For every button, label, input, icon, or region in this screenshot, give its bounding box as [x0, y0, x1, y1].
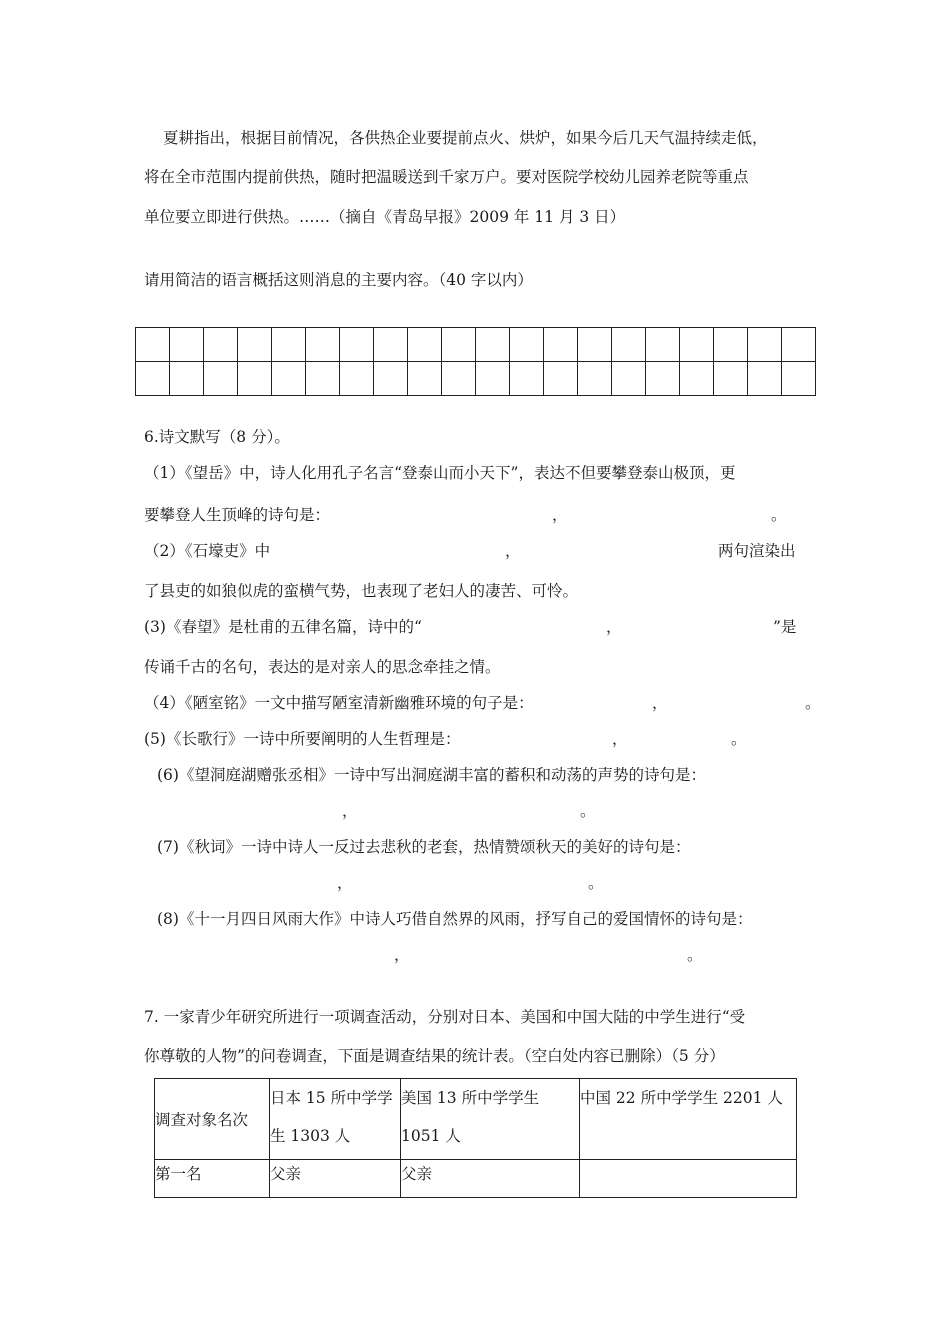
grid-cell[interactable]: [680, 362, 714, 396]
grid-cell[interactable]: [374, 328, 408, 362]
table-cell: 第一名: [155, 1160, 270, 1198]
table-header-cell: 美国 13 所中学学生 1051 人: [401, 1079, 580, 1160]
grid-cell[interactable]: [442, 328, 476, 362]
q6-item7-line: (7)《秋词》一诗中诗人一反过去悲秋的老套，热情赞颂秋天的美好的诗句是：: [157, 838, 691, 856]
grid-cell[interactable]: [612, 362, 646, 396]
q7-line-2: 你尊敬的人物”的问卷调查，下面是调查结果的统计表。（空白处内容已删除）（5 分）: [144, 1047, 725, 1065]
grid-cell[interactable]: [782, 328, 816, 362]
q6-item5-period: 。: [731, 730, 747, 748]
grid-cell[interactable]: [306, 362, 340, 396]
grid-cell[interactable]: [238, 362, 272, 396]
q6-item5-line: (5)《长歌行》一诗中所要阐明的人生哲理是：: [144, 730, 461, 748]
grid-cell[interactable]: [748, 362, 782, 396]
grid-cell[interactable]: [578, 362, 612, 396]
grid-cell[interactable]: [340, 328, 374, 362]
q6-item4-line: （4）《陋室铭》一文中描写陋室清新幽雅环境的句子是：: [144, 694, 534, 712]
grid-cell[interactable]: [680, 328, 714, 362]
table-cell-blank[interactable]: [580, 1160, 797, 1198]
q6-item1-period: 。: [771, 506, 787, 524]
q6-item6-period: 。: [580, 802, 596, 820]
grid-cell[interactable]: [510, 328, 544, 362]
table-header-cell: 日本 15 所中学学生 1303 人: [270, 1079, 401, 1160]
grid-cell[interactable]: [238, 328, 272, 362]
q6-item2-tail: 两句渲染出: [718, 542, 796, 560]
grid-cell[interactable]: [374, 362, 408, 396]
q6-item2-line1: （2）《石壕吏》中: [144, 542, 271, 560]
grid-cell[interactable]: [272, 328, 306, 362]
table-header-cell: 调查对象名次: [155, 1079, 270, 1160]
grid-cell[interactable]: [170, 328, 204, 362]
table-header-row: [155, 1079, 797, 1160]
grid-cell[interactable]: [204, 328, 238, 362]
q6-item3-tail: ”是: [773, 618, 797, 636]
table-row: [155, 1160, 797, 1198]
q6-item6-comma: ，: [342, 802, 358, 820]
q6-item1-line2: 要攀登人生顶峰的诗句是：: [144, 506, 331, 524]
grid-cell[interactable]: [136, 328, 170, 362]
grid-cell[interactable]: [408, 328, 442, 362]
table-cell: 父亲: [401, 1160, 580, 1198]
q6-item7-comma: ，: [337, 874, 353, 892]
grid-cell[interactable]: [476, 362, 510, 396]
q6-item4-period: 。: [805, 694, 821, 712]
grid-cell[interactable]: [204, 362, 238, 396]
grid-cell[interactable]: [714, 362, 748, 396]
grid-cell[interactable]: [646, 328, 680, 362]
q6-item3-line2: 传诵千古的名句，表达的是对亲人的思念牵挂之情。: [144, 658, 501, 676]
q6-item3-comma: ，: [606, 618, 622, 636]
grid-cell[interactable]: [578, 328, 612, 362]
q6-item4-comma: ，: [652, 694, 668, 712]
news-line-3: 单位要立即进行供热。……（摘自《青岛早报》2009 年 11 月 3 日）: [144, 208, 626, 226]
q5-prompt: 请用简洁的语言概括这则消息的主要内容。（40 字以内）: [144, 271, 533, 289]
grid-cell[interactable]: [340, 362, 374, 396]
q6-item1-line1: （1）《望岳》中，诗人化用孔子名言“登泰山而小天下”，表达不但要攀登泰山极顶，更: [144, 464, 736, 482]
table-cell: 父亲: [270, 1160, 401, 1198]
grid-cell[interactable]: [748, 328, 782, 362]
q6-item2-comma: ，: [505, 542, 521, 560]
grid-cell[interactable]: [170, 362, 204, 396]
q6-item8-comma: ，: [394, 946, 410, 964]
table-header-cell: 中国 22 所中学学生 2201 人: [580, 1079, 797, 1160]
grid-cell[interactable]: [544, 328, 578, 362]
q6-item1-comma: ，: [552, 506, 568, 524]
grid-cell[interactable]: [646, 362, 680, 396]
grid-cell[interactable]: [136, 362, 170, 396]
grid-cell[interactable]: [612, 328, 646, 362]
grid-cell[interactable]: [544, 362, 578, 396]
q6-item6-line: (6)《望洞庭湖赠张丞相》一诗中写出洞庭湖丰富的蓄积和动荡的声势的诗句是：: [157, 766, 706, 784]
grid-cell[interactable]: [408, 362, 442, 396]
q6-title: 6.诗文默写（8 分）。: [144, 428, 290, 446]
q6-item2-line2: 了县吏的如狼似虎的蛮横气势，也表现了老妇人的凄苦、可怜。: [144, 582, 579, 600]
grid-cell[interactable]: [510, 362, 544, 396]
q6-item8-line: (8)《十一月四日风雨大作》中诗人巧借自然界的风雨，抒写自己的爱国情怀的诗句是：: [157, 910, 753, 928]
news-line-1: 夏耕指出，根据目前情况，各供热企业要提前点火、烘炉，如果今后几天气温持续走低，: [163, 129, 768, 147]
q6-item8-period: 。: [687, 946, 703, 964]
q6-item5-comma: ，: [612, 730, 628, 748]
grid-cell[interactable]: [476, 328, 510, 362]
q7-line-1: 7. 一家青少年研究所进行一项调查活动，分别对日本、美国和中国大陆的中学生进行“受: [144, 1008, 746, 1026]
q6-item3-line1: (3)《春望》是杜甫的五律名篇，诗中的“: [144, 618, 422, 636]
grid-cell[interactable]: [782, 362, 816, 396]
survey-table: [154, 1078, 797, 1198]
answer-grid[interactable]: [135, 327, 816, 396]
news-line-2: 将在全市范围内提前供热，随时把温暖送到千家万户。要对医院学校幼儿园养老院等重点: [144, 168, 749, 186]
grid-cell[interactable]: [442, 362, 476, 396]
q6-item7-period: 。: [588, 874, 604, 892]
grid-cell[interactable]: [272, 362, 306, 396]
grid-cell[interactable]: [306, 328, 340, 362]
grid-cell[interactable]: [714, 328, 748, 362]
